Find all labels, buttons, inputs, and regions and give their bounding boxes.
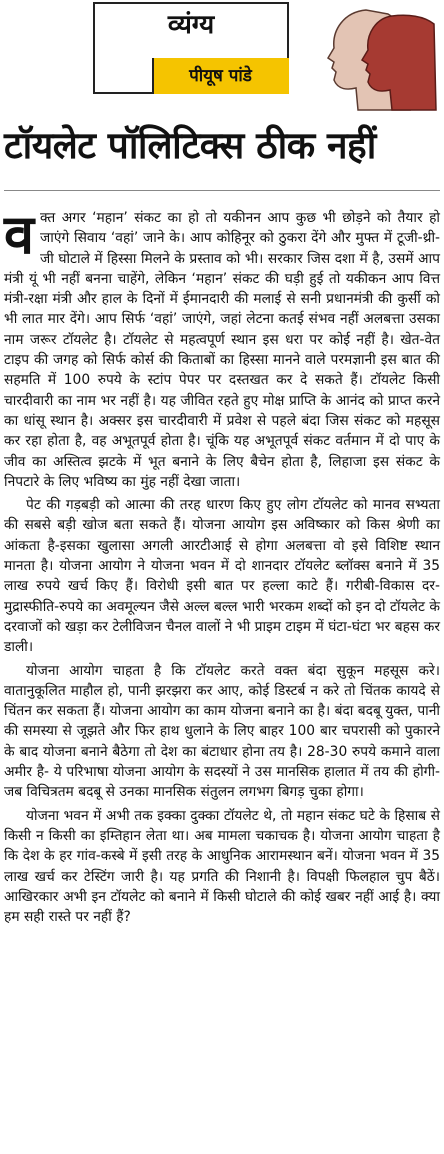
drop-cap: व [4,203,35,266]
article-body [4,203,440,930]
headline: टॉयलेट पॉलिटिक्स ठीक नहीं [4,124,376,167]
article-paragraph [4,203,440,492]
article-paragraph: योजना भवन में अभी तक इक्का दुक्का टॉयलेट थे, तो महान संकट घटे के हिसाब से किसी न किसी का इम्तिहान लेता था। अब मामला चकाचक है। योजना आयोग चाहता है कि देश के हर गांव-कस्बे में इसी तरह के आधुनिक आरामस्थान बनें। योजना भवन में 35 लाख खर्च कर टेस्टिंग जारी है। यह प्रगति की निशानी है। विपक्षी फिलहाल चुप बैठें। आखिरकार अभी इन टॉयलेट को बनाने में किसी घोटाले की कोई खबर नहीं आई है। क्या हम सही रास्ते पर नहीं हैं? [4,807,440,926]
article-paragraph: पेट की गड़बड़ी को आत्मा की तरह धारण किए हुए लोग टॉयलेट को मानव सभ्यता की सबसे बड़ी खोज बता सकते हैं। योजना आयोग इस अविष्कार को किस श्रेणी का आंकता है-इसका खुलासा अगली आरटीआई से होगा अलबत्ता वो इसे विशिष्ट स्थान मानता है। योजना आयोग ने योजना भवन में दो शानदार टॉयलेट ब्लॉक्स बनाने में 35 लाख रुपये खर्च किए हैं। विरोधी इसी बात पर हल्ला काटे हैं। गरीबी-विकास दर-मुद्रास्फीति-रुपये का अवमूल्यन जैसे अल्ल बल्ल भारी भरकम शब्दों को इन दो टॉयलेट के दरवाजों को खड़ा कर टेलीविजन चैनल वालों ने भी प्राइम टाइम में घंटा-घंटा भर बहस कर डाली। [4,497,440,656]
headline-divider [4,190,440,191]
column-category: व्यंग्य [167,10,215,40]
paragraph-text: क्त अगर ‘महान’ संकट का हो तो यकीनन आप कुछ भी छोड़ने को तैयार हो जाएंगे सिवाय ‘वहां’ जाने के। आप कोहिनूर को ठुकरा देंगे और मुफ्त में टूजी-थ्री-जी घोटाले में हिस्सा मिलने के प्रस्ताव को भी। सरकार जिस दशा में है, उसमें आप मंत्री यूं भी नहीं बनना चाहेंगे, लेकिन ‘महान’ संकट की घड़ी हुई तो यकीकन आप वित्त मंत्री-रक्षा मंत्री और हाल के दिनों में ईमानदारी की मलाई से सनी प्रधानमंत्री की कुर्सी को भी लात मार देंगे। आप सिर्फ ‘वहां’ जाएंगे, जहां लेटना कतई संभव नहीं अलबत्ता उसका नाम जरूर टॉयलेट है। टॉयलेट से महत्वपूर्ण स्थान इस धरा पर कोई नहीं है। खेत-वेत टाइप की जगह को सिर्फ कोर्स की किताबों का हिस्सा मानने वाले परमज्ञानी इस बात की सहमति में 100 रुपये के स्टांप पेपर पर दस्तखत कर दे सकते हैं। टॉयलेट किसी चारदीवारी का नाम भर नहीं है। यह जीवित रहते हुए मोक्ष प्राप्ति के आनंद को प्राप्त करने का धांसू स्थान है। अक्सर इस चारदीवारी में प्रवेश से पहले बंदा जिस संकट को महसूस कर रहा होता है, वह अभूतपूर्व होता है। चूंकि यह अभूतपूर्व संकट वर्तमान में दो पाए के जीव का अस्तित्व झटके में भूत बनाने के लिए बैचेन होता है, लिहाजा इस संकट के निपटारे के लिए भविष्य का मुंह नहीं देखा जाता। [4,210,440,490]
article-paragraph: योजना आयोग चाहता है कि टॉयलेट करते वक्त बंदा सुकून महसूस करे। वातानुकूलित माहौल हो, पानी झरझरा कर आए, कोई डिस्टर्ब न करे तो चिंतक कायदे से चिंतन कर सकता हैं। योजना आयोग का काम योजना बनाने का है। बंदा बदबू युक्त, पानी की समस्या से जूझते और फिर हाथ धुलाने के लिए बाहर 100 बार चपरासी को पुकारने के बाद योजना बनाने बैठेगा तो देश का बंटाधार होना तय है। 28-30 रुपये कमाने वाला अमीर है- ये परिभाषा योजना आयोग के सदस्यों ने उस मानसिक हालात में तय की होगी- जब विचित्रतम बदबू से उनका मानसिक संतुलन लगभग बिगड़ चुका होगा। [4,662,440,801]
column-header [0,0,444,116]
author-name: पीयूष पांडे [189,66,252,86]
two-faces-profile-icon [314,6,438,114]
